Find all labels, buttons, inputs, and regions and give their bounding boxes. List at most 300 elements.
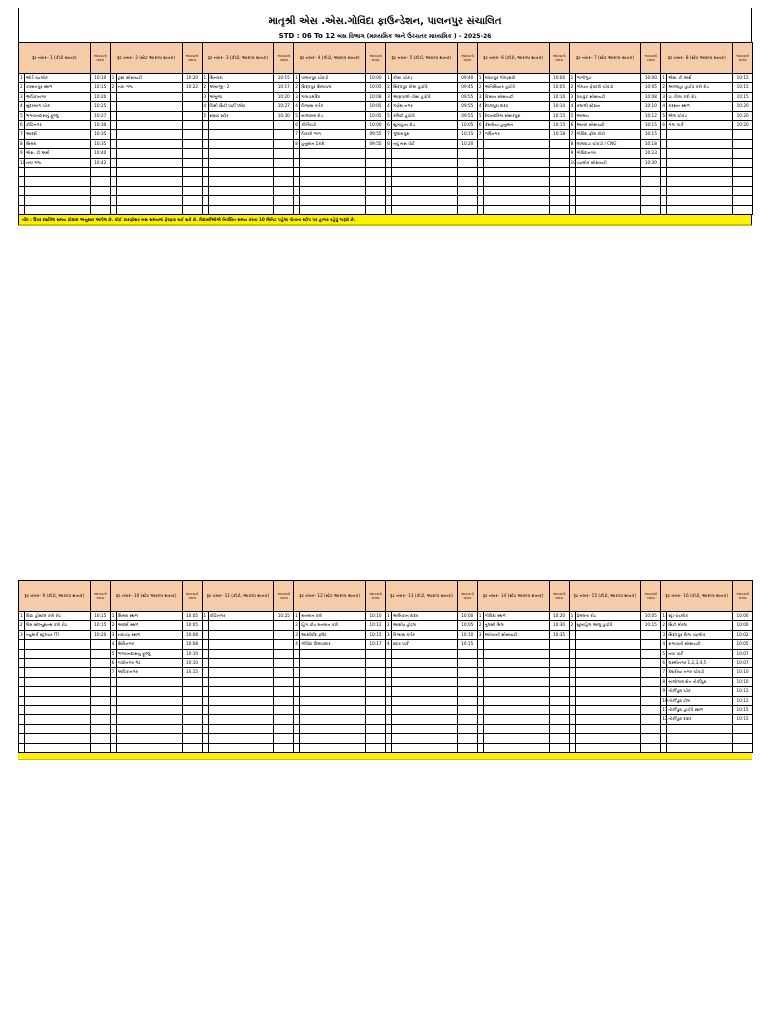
stop-time: 10:20: [733, 111, 753, 120]
stop-number: 4: [386, 102, 392, 111]
top-route-table: [18, 42, 753, 215]
stop-time: 10:20: [90, 92, 110, 101]
stop-number: 6: [477, 121, 483, 130]
stop-time: 10:00: [733, 612, 753, 621]
stop-name: [208, 621, 274, 630]
top-schedule-sheet: [18, 8, 752, 226]
stop-number: 1: [569, 612, 575, 621]
stop-number: 4: [569, 102, 575, 111]
stop-time: 10:27: [274, 102, 294, 111]
stop-name: [116, 186, 182, 195]
stop-name: તુલસી મિલ: [483, 621, 549, 630]
stop-time: 10:05: [457, 621, 477, 630]
stop-time: [90, 687, 110, 696]
stop-name: ન્યુમાર્ક સ્ટ્રક્ચર ITI: [25, 630, 91, 639]
stop-number: 2: [386, 621, 392, 630]
stop-name: [575, 743, 641, 752]
stop-number: 8: [294, 139, 300, 148]
stop-number: 1: [386, 74, 392, 83]
stop-time: [366, 734, 386, 743]
stop-name: [208, 177, 274, 186]
stop-name: [208, 734, 274, 743]
stop-name: [392, 186, 458, 195]
stop-name: [208, 659, 274, 668]
stop-time: 10:20: [733, 121, 753, 130]
stop-name: [392, 177, 458, 186]
stop-time: [457, 158, 477, 167]
stop-time: 10:15: [366, 630, 386, 639]
stop-name: નવા પાર્ક: [667, 649, 733, 658]
stop-time: [457, 724, 477, 733]
stop-number: 4: [386, 640, 392, 649]
stop-time: 10:15: [90, 612, 110, 621]
stop-name: [483, 743, 549, 752]
stop-number: 2: [386, 83, 392, 92]
stop-name: [116, 168, 182, 177]
stop-time: [549, 724, 569, 733]
stop-time: 10:15: [549, 121, 569, 130]
stop-name: [483, 196, 549, 205]
stop-name: [208, 677, 274, 686]
stop-number: 3: [294, 630, 300, 639]
table-row: [19, 186, 753, 195]
stop-number: 3: [110, 630, 116, 639]
stop-name: સિમરા: [25, 139, 91, 148]
stop-time: 10:05: [457, 121, 477, 130]
stop-name: [208, 715, 274, 724]
stop-time: 09:55: [457, 92, 477, 101]
stop-time: [90, 177, 110, 186]
stop-time: [90, 715, 110, 724]
stop-time: [274, 139, 294, 148]
stop-name: તોર્કીપુરા હાઈવે સ્થળ: [667, 706, 733, 715]
stop-name: ગોવિંદા ફ્રીમ કોટી: [575, 130, 641, 139]
stop-time: 10:08: [641, 92, 661, 101]
stop-time: 10:30: [549, 621, 569, 630]
stop-name: કેશરીયા હનુમાન: [483, 121, 549, 130]
stop-name: [575, 659, 641, 668]
stop-time: 10:20: [274, 92, 294, 101]
stop-time: [641, 205, 661, 214]
stop-time: 10:10: [733, 677, 753, 686]
stop-number: 2: [294, 621, 300, 630]
stop-time: [90, 168, 110, 177]
table-row: [19, 706, 753, 715]
stop-name: [116, 177, 182, 186]
table-row: [19, 111, 753, 120]
stop-name: સમ્રાટ સ્ટોર: [208, 111, 274, 120]
stop-time: 10:08: [366, 92, 386, 101]
stop-name: [116, 111, 182, 120]
stop-number: 3: [477, 92, 483, 101]
stop-name: [25, 640, 91, 649]
stop-name: [208, 196, 274, 205]
stop-time: [274, 743, 294, 752]
stop-time: [90, 186, 110, 195]
stop-name: હનુમાન ટેકરી: [300, 139, 366, 148]
stop-time: [182, 177, 202, 186]
stop-name: [116, 92, 182, 101]
stop-time: [641, 186, 661, 195]
table-row: [19, 659, 753, 668]
route-header: રૂટ નંબર– 2 (સ્ટેટ આરાધ્ધ થાનક): [110, 43, 182, 74]
stop-time: [641, 687, 661, 696]
stop-name: [208, 649, 274, 658]
stop-name: [116, 149, 182, 158]
stop-name: [25, 677, 91, 686]
stop-name: [25, 186, 91, 195]
stop-time: [549, 158, 569, 167]
stop-time: [733, 196, 753, 205]
stop-time: [182, 734, 202, 743]
stop-time: 10:22: [182, 83, 202, 92]
stop-time: [549, 139, 569, 148]
stop-time: [549, 734, 569, 743]
stop-name: કોટિનગર: [25, 121, 91, 130]
stop-time: [641, 659, 661, 668]
stop-time: 10:05: [549, 83, 569, 92]
stop-name: [392, 168, 458, 177]
stop-time: [182, 205, 202, 214]
stop-time: 09:55: [457, 102, 477, 111]
stop-name: એલ ચોકડ: [667, 111, 733, 120]
table-row: [19, 687, 753, 696]
stop-name: [300, 715, 366, 724]
stop-name: [116, 687, 182, 696]
route-header: રૂટ નંબર– 12 (સ્ટેટ આરાધ્ધ થાનક): [294, 581, 366, 612]
stop-time: 10:05: [641, 83, 661, 92]
stop-name: કરસન સ્થળ: [667, 102, 733, 111]
stop-name: [300, 696, 366, 705]
route-header: રૂટ નંબર– 9 (કીડી, આરાધ્ધ થાનક): [19, 581, 91, 612]
stop-time: [366, 706, 386, 715]
time-column-header: આવવાનો સમય: [641, 581, 661, 612]
stop-name: [25, 196, 91, 205]
stop-time: [90, 659, 110, 668]
stop-name: [392, 649, 458, 658]
stop-time: 10:27: [90, 111, 110, 120]
stop-time: 10:12: [641, 111, 661, 120]
stop-number: 6: [294, 121, 300, 130]
stop-time: 10:07: [733, 649, 753, 658]
table-row: [19, 121, 753, 130]
route-header: રૂટ નંબર– 13 (કીડી, આરાધ્ધ થાનક): [386, 581, 458, 612]
stop-number: 9: [19, 149, 25, 158]
stop-time: 10:15: [90, 83, 110, 92]
stop-name: [300, 177, 366, 186]
stop-time: 10:15: [733, 706, 753, 715]
stop-name: અધિકાનગર: [116, 668, 182, 677]
time-column-header: આવવાનો સમય: [182, 581, 202, 612]
table-row: [19, 196, 753, 205]
stop-time: [182, 111, 202, 120]
time-column-header: આવવાનો સમય: [366, 43, 386, 74]
stop-time: [457, 205, 477, 214]
stop-time: [733, 158, 753, 167]
std-label: STD : 06 To 12: [278, 32, 335, 40]
stop-name: [392, 696, 458, 705]
stop-name: કીર્તિવાડી: [300, 121, 366, 130]
stop-name: [25, 724, 91, 733]
stop-name: કોટિનગર: [208, 612, 274, 621]
time-column-header: આવવાનો સમય: [641, 43, 661, 74]
stop-time: 10:15: [733, 92, 753, 101]
stop-name: [392, 724, 458, 733]
stop-number: 2: [477, 621, 483, 630]
stop-name: સિદ્ધપુર વિજ ચંદ્રલોક: [667, 630, 733, 639]
stop-name: બાલીગામ શેત તોર્કીપુરા: [667, 677, 733, 686]
stop-time: 10:20: [549, 612, 569, 621]
stop-time: [733, 724, 753, 733]
stop-number: 3: [19, 92, 25, 101]
stop-number: 9: [569, 149, 575, 158]
stop-name: [208, 724, 274, 733]
stop-name: [25, 649, 91, 658]
stop-time: 10:00: [549, 74, 569, 83]
table-row: [19, 715, 753, 724]
stop-time: [549, 177, 569, 186]
stop-name: [300, 205, 366, 214]
stop-name: અંબુજા: [208, 92, 274, 101]
stop-name: [575, 177, 641, 186]
stop-name: ગોવિંદા વિલાવાદાર: [300, 640, 366, 649]
page-subtitle: [19, 30, 751, 42]
stop-name: [25, 659, 91, 668]
stop-time: [274, 177, 294, 186]
stop-number: 4: [661, 102, 667, 111]
stop-number: 5: [19, 111, 25, 120]
stop-number: 2: [202, 83, 208, 92]
stop-name: [483, 677, 549, 686]
stop-name: બાલારામ રોડ: [300, 111, 366, 120]
stop-name: ગંગા પાર્ક: [667, 121, 733, 130]
stop-time: [366, 177, 386, 186]
stop-time: [274, 621, 294, 630]
time-column-header: આવવાનો સમય: [457, 581, 477, 612]
page-title: માતૃશ્રી એસ .એસ.ગોવિંદા ફાઉન્ડેશન, પાલનપુર સંચાલિત: [268, 16, 502, 27]
stop-time: [274, 706, 294, 715]
stop-time: 10:10: [366, 612, 386, 621]
table-row: [19, 92, 753, 101]
stop-time: [733, 139, 753, 148]
stop-number: 1: [202, 612, 208, 621]
stop-time: 10:25: [90, 102, 110, 111]
stop-name: [667, 724, 733, 733]
stop-time: 10:20: [733, 102, 753, 111]
stop-time: [457, 706, 477, 715]
stop-time: 10:10: [182, 649, 202, 658]
stop-name: [667, 139, 733, 148]
stop-name: પંચકુટ સોસાયટી: [575, 92, 641, 101]
stop-name: નવા ગંજ: [25, 158, 91, 167]
stop-name: [25, 743, 91, 752]
table-row: [19, 696, 753, 705]
stop-name: [667, 734, 733, 743]
stop-time: 10:15: [457, 130, 477, 139]
stop-time: 10:08: [182, 630, 202, 639]
stop-name: કમાલી સ્ટેશન: [575, 102, 641, 111]
stop-name: [25, 168, 91, 177]
table-row: [19, 649, 753, 658]
stop-time: [641, 734, 661, 743]
stop-name: ઓર્ડ ચંદ્રલોક: [25, 74, 91, 83]
stop-name: વિસી સિટી પાર્ટી પ્લોટ: [208, 102, 274, 111]
stop-name: [483, 640, 549, 649]
time-column-header: આવવાનો સમય: [90, 581, 110, 612]
stop-time: [366, 743, 386, 752]
stop-number: 1: [19, 74, 25, 83]
stop-number: 5: [477, 111, 483, 120]
stop-time: 10:15: [457, 640, 477, 649]
stop-time: [641, 677, 661, 686]
stop-time: [457, 177, 477, 186]
stop-number: 3: [386, 92, 392, 101]
stop-name: અવંતાની સોસાયટી: [483, 630, 549, 639]
stop-number: 9: [661, 687, 667, 696]
stop-time: 10:17: [274, 83, 294, 92]
table-row: [19, 621, 753, 630]
stop-time: 10:18: [641, 139, 661, 148]
stop-name: સિનધરા: [208, 74, 274, 83]
stop-time: [641, 649, 661, 658]
stop-name: [392, 158, 458, 167]
stop-name: કેશરીયા નગર ચોકડી: [667, 668, 733, 677]
stop-name: દેવાનંદરિજ સંસારપુરા: [483, 111, 549, 120]
stop-time: [366, 158, 386, 167]
stop-number: 5: [202, 111, 208, 120]
stop-name: ચંદ્રલોક સોસાયટી: [575, 158, 641, 167]
stop-name: હિંગ કોષ મનમાન કરી: [300, 621, 366, 630]
stop-name: [300, 196, 366, 205]
stop-number: 1: [477, 74, 483, 83]
stop-time: [274, 158, 294, 167]
stop-time: [274, 121, 294, 130]
stop-name: [667, 158, 733, 167]
stop-name: [667, 196, 733, 205]
stop-time: [182, 724, 202, 733]
stop-time: [549, 149, 569, 158]
stop-name: [300, 649, 366, 658]
stop-time: [90, 734, 110, 743]
stop-name: [483, 668, 549, 677]
route-header: રૂટ નંબર– 3 (કીડી, આરાધ્ધ થાનક): [202, 43, 274, 74]
stop-name: [25, 734, 91, 743]
table-row: [19, 612, 753, 621]
stop-time: 10:30: [274, 111, 294, 120]
stop-name: [667, 205, 733, 214]
stop-number: 6: [569, 121, 575, 130]
bottom-schedule-sheet: [18, 580, 752, 760]
stop-time: 10:00: [733, 621, 753, 630]
stop-time: [549, 168, 569, 177]
stop-name: [483, 659, 549, 668]
stop-time: [457, 743, 477, 752]
stop-name: ભગવાનદાસનું ફૂલ્લું: [25, 111, 91, 120]
stop-time: 10:23: [641, 149, 661, 158]
stop-time: [182, 139, 202, 148]
stop-number: 6: [110, 659, 116, 668]
stop-number: 2: [110, 621, 116, 630]
stop-name: કિસાન સોસાયટી: [483, 92, 549, 101]
stop-name: [25, 177, 91, 186]
stop-time: [90, 677, 110, 686]
stop-name: [116, 196, 182, 205]
stop-time: [182, 130, 202, 139]
stop-time: 10:08: [182, 640, 202, 649]
stop-time: [90, 640, 110, 649]
stop-number: 4: [661, 640, 667, 649]
stop-time: 10:05: [733, 640, 753, 649]
stop-time: [274, 130, 294, 139]
stop-name: [483, 649, 549, 658]
stop-number: 5: [661, 111, 667, 120]
note-bar: નોંધ : ઉપર દર્શાવેલ સમય પ્રોગ્રામ અનુસાર આપેલ છે. કોઈ કારણોસર બસ સમયમાં ફેરફાર થઈ શકે છે. વિદ્યાર્થીઓએ નિર્ધારિત સમય કરતા 10 મિનિટ પહેલા પોતાના સ્ટોપ પર હાજર રહેવું જરૂરી છે.: [18, 215, 752, 226]
stop-time: [641, 715, 661, 724]
stop-name: [208, 696, 274, 705]
stop-time: [182, 158, 202, 167]
stop-time: 10:20: [457, 139, 477, 148]
stop-name: પિકારી ભાગ: [300, 130, 366, 139]
stop-number: 7: [294, 130, 300, 139]
stop-time: [274, 687, 294, 696]
stop-time: [641, 743, 661, 752]
stop-time: 10:00: [366, 121, 386, 130]
stop-time: [274, 196, 294, 205]
stop-name: પ્રેમલતા રોડ: [575, 612, 641, 621]
stop-time: 10:42: [90, 158, 110, 167]
stop-number: 5: [569, 111, 575, 120]
stop-name: [300, 724, 366, 733]
stop-name: [208, 186, 274, 195]
time-column-header: આવવાનો સમય: [457, 43, 477, 74]
stop-name: સુંદરબાગ ચોક: [25, 102, 91, 111]
stop-time: 10:10: [549, 92, 569, 101]
stop-time: 10:18: [549, 130, 569, 139]
stop-name: [208, 158, 274, 167]
stop-name: [300, 734, 366, 743]
stop-time: [549, 743, 569, 752]
stop-time: 10:12: [733, 687, 753, 696]
table-row: [19, 139, 753, 148]
stop-time: [182, 743, 202, 752]
stop-time: [366, 186, 386, 195]
stop-number: 5: [110, 649, 116, 658]
stop-time: [549, 659, 569, 668]
table-row: [19, 630, 753, 639]
stop-time: 09:45: [457, 83, 477, 92]
stop-number: 4: [202, 102, 208, 111]
stop-name: આશ્રય: [575, 111, 641, 120]
footer-bar: [18, 753, 752, 760]
stop-name: [667, 149, 733, 158]
stop-name: [392, 149, 458, 158]
stop-name: [575, 630, 641, 639]
stop-number: 10: [661, 696, 667, 705]
stop-name: આનંદ સોસાયટી: [575, 121, 641, 130]
stop-number: 4: [19, 102, 25, 111]
stop-time: 09:55: [366, 130, 386, 139]
route-header: રૂટ નંબર– 4 (કીડી, આરાધ્ધ થાનક): [294, 43, 366, 74]
time-column-header: આવવાનો સમય: [274, 581, 294, 612]
stop-time: [274, 724, 294, 733]
stop-time: [182, 677, 202, 686]
stop-time: 10:10: [733, 668, 753, 677]
stop-name: [575, 734, 641, 743]
stop-name: [208, 640, 274, 649]
route-header: રૂટ નંબર– 8 (સ્ટેટ આરાધ્ધ થાનક): [661, 43, 733, 74]
stop-name: કમિટી હાઈવે: [392, 111, 458, 120]
stop-number: 3: [386, 630, 392, 639]
